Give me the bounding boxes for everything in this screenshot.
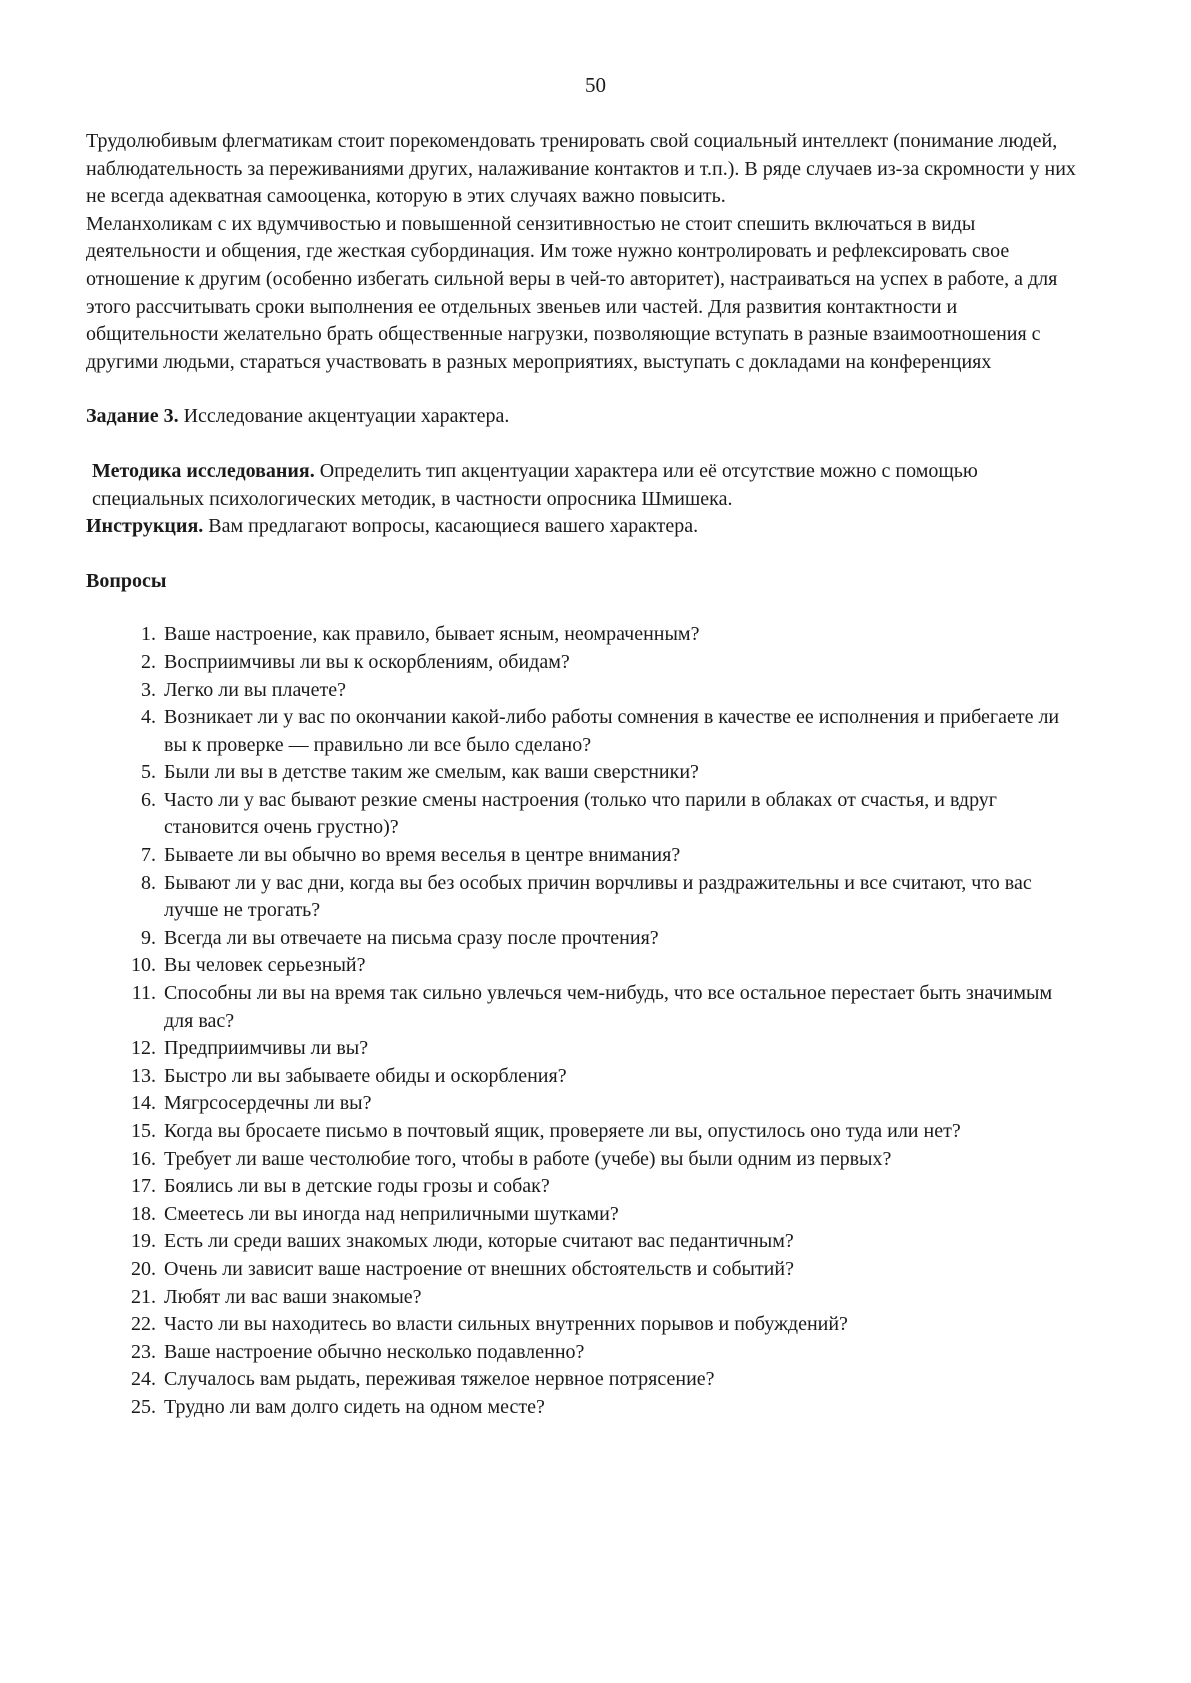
question-number: 15. xyxy=(131,1120,156,1142)
question-number: 18. xyxy=(131,1202,156,1225)
questions-heading: Вопросы xyxy=(86,569,167,592)
question-text: Есть ли среди ваших знакомых люди, которые считают вас педантичным? xyxy=(164,1230,794,1253)
paragraph-melancholic: Меланхоликам с их вдумчивостью и повышенной сензитивностью не стоит спешить включаться в виды деятельности и общения, где жесткая субординация. Им тоже нужно контролировать и рефлексировать свое отношение к другим (особенно избегать сильной веры в чей-то авторитет), настраиваться на успех в работе, а для этого рассчитывать сроки выполнения ее отдельных звеньев или частей. Для развития контактности и общительности желательно брать общественные нагрузки, позволяющие вступать в разные взаимоотношения с другими людьми, стараться участвовать в разных мероприятиях, выступать с докладами на конференциях xyxy=(86,212,1058,373)
question-text: Ваше настроение, как правило, бывает ясным, неомраченным? xyxy=(164,623,700,646)
question-text: Когда вы бросаете письмо в почтовый ящик, проверяете ли вы, опустилось оно туда или нет? xyxy=(164,1120,961,1142)
question-item xyxy=(124,925,1086,953)
method-paragraph xyxy=(86,458,1086,513)
question-text: Бывают ли у вас дни, когда вы без особых причин ворчливы и раздражительны и все считают, что вас лучше не трогать? xyxy=(164,871,1032,922)
question-number: 4. xyxy=(141,706,156,729)
question-item xyxy=(124,787,1086,842)
question-text: Случалось вам рыдать, переживая тяжелое нервное потрясение? xyxy=(164,1368,715,1391)
question-number: 8. xyxy=(141,871,156,894)
questions-list xyxy=(86,621,1086,1421)
instruction-paragraph xyxy=(86,513,1086,541)
question-item xyxy=(124,1146,1086,1174)
question-text: Требует ли ваше честолюбие того, чтобы в работе (учебе) вы были одним из первых? xyxy=(164,1147,892,1170)
question-item xyxy=(124,1366,1086,1394)
question-item xyxy=(124,621,1086,649)
task-heading xyxy=(86,403,1086,431)
question-item xyxy=(124,870,1086,925)
question-number: 14. xyxy=(131,1092,156,1115)
question-item xyxy=(124,1090,1086,1118)
question-text: Мягрсосердечны ли вы? xyxy=(164,1092,372,1115)
page-number: 50 xyxy=(585,73,606,97)
question-text: Ваше настроение обычно несколько подавленно? xyxy=(164,1340,585,1363)
question-item xyxy=(124,842,1086,870)
question-text: Смеетесь ли вы иногда над неприличными шутками? xyxy=(164,1202,619,1225)
page-content xyxy=(86,128,1086,1422)
question-number: 25. xyxy=(131,1395,156,1418)
question-number: 13. xyxy=(131,1064,156,1087)
question-text: Предприимчивы ли вы? xyxy=(164,1037,369,1060)
task-text: Исследование акцентуации характера. xyxy=(178,405,510,428)
question-item xyxy=(124,980,1086,1035)
question-item xyxy=(124,1284,1086,1312)
question-number: 3. xyxy=(141,678,156,701)
question-text: Очень ли зависит ваше настроение от внешних обстоятельств и событий? xyxy=(164,1257,794,1280)
question-text: Вы человек серьезный? xyxy=(164,954,366,977)
question-number: 12. xyxy=(131,1037,156,1060)
question-number: 10. xyxy=(131,954,156,977)
paragraph-phlegmatic: Трудолюбивым флегматикам стоит порекомендовать тренировать свой социальный интеллект (понимание людей, наблюдательность за переживаниями других, налаживание контактов и т.п.). В ряде случаев из-за скромности у них не всегда адекватная самооценка, которую в этих случаях важно повысить. xyxy=(86,130,1076,208)
question-number: 23. xyxy=(131,1340,156,1363)
question-number: 9. xyxy=(141,926,156,949)
question-item xyxy=(124,1035,1086,1063)
question-item xyxy=(124,1339,1086,1367)
question-item xyxy=(124,649,1086,677)
question-text: Были ли вы в детстве таким же смелым, как ваши сверстники? xyxy=(164,761,699,784)
question-number: 2. xyxy=(141,650,156,673)
question-number: 7. xyxy=(141,844,156,867)
question-item xyxy=(124,1394,1086,1422)
question-number: 1. xyxy=(141,623,156,646)
question-text: Быстро ли вы забываете обиды и оскорбления? xyxy=(164,1064,567,1087)
question-number: 11. xyxy=(131,982,156,1005)
question-number: 16. xyxy=(131,1147,156,1170)
question-number: 5. xyxy=(141,761,156,784)
question-text: Способны ли вы на время так сильно увлечься чем-нибудь, что все остальное перестает быть значимым для вас? xyxy=(164,982,1053,1032)
question-text: Восприимчивы ли вы к оскорблениям, обидам? xyxy=(164,650,570,673)
question-number: 24. xyxy=(131,1368,156,1391)
question-item xyxy=(124,1228,1086,1256)
question-text: Возникает ли у вас по окончании какой-либо работы сомнения в качестве ее исполнения и прибегаете ли вы к проверке — правильно ли все было сделано? xyxy=(164,706,1060,756)
task-label: Задание 3. xyxy=(86,405,179,428)
question-text: Всегда ли вы отвечаете на письма сразу после прочтения? xyxy=(164,926,659,949)
question-item xyxy=(124,1063,1086,1091)
question-text: Бываете ли вы обычно во время веселья в центре внимания? xyxy=(164,844,681,867)
question-item xyxy=(124,677,1086,705)
question-text: Любят ли вас ваши знакомые? xyxy=(164,1285,422,1308)
instruction-label: Инструкция. xyxy=(86,515,204,538)
question-item xyxy=(124,759,1086,787)
question-number: 21. xyxy=(131,1285,156,1308)
question-item xyxy=(124,704,1086,759)
question-item xyxy=(124,1311,1086,1339)
question-number: 17. xyxy=(131,1175,156,1198)
question-text: Часто ли вы находитесь во власти сильных внутренних порывов и побуждений? xyxy=(164,1313,848,1336)
instruction-text: Вам предлагают вопросы, касающиеся вашего характера. xyxy=(203,515,699,538)
question-item xyxy=(124,1173,1086,1201)
question-text: Боялись ли вы в детские годы грозы и собак? xyxy=(164,1175,550,1198)
question-number: 6. xyxy=(141,788,156,811)
question-text: Трудно ли вам долго сидеть на одном месте? xyxy=(164,1395,545,1418)
question-item xyxy=(124,1256,1086,1284)
question-text: Легко ли вы плачете? xyxy=(164,678,346,701)
question-number: 20. xyxy=(131,1257,156,1280)
question-item xyxy=(124,1118,1086,1146)
method-text: Определить тип акцентуации характера или её отсутствие можно с помощью специальных психологических методик, в частности опросника Шмишека. xyxy=(92,459,978,510)
method-label: Методика исследования. xyxy=(92,459,315,482)
question-text: Часто ли у вас бывают резкие смены настроения (только что парили в облаках от счастья, и вдруг становится очень грустно)? xyxy=(164,788,998,839)
question-number: 19. xyxy=(131,1230,156,1253)
question-number: 22. xyxy=(131,1313,156,1336)
question-item xyxy=(124,1201,1086,1229)
question-item xyxy=(124,952,1086,980)
